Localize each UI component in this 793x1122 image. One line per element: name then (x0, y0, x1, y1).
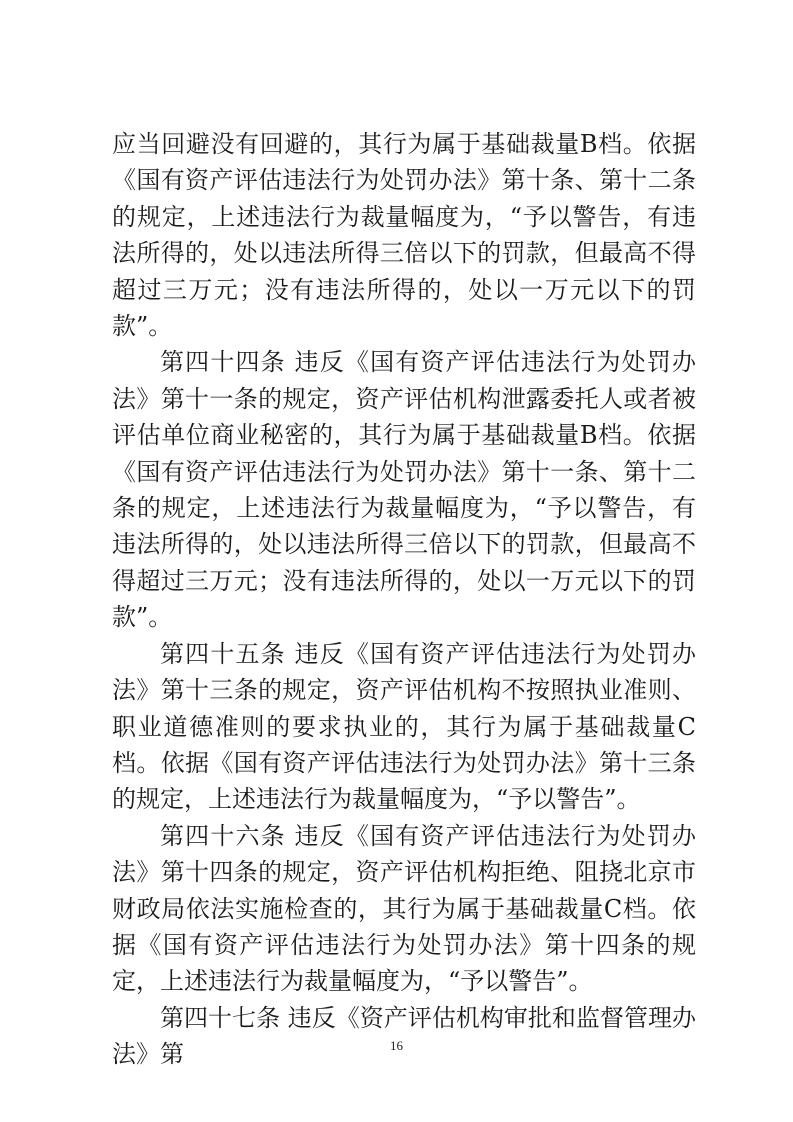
paragraph-continuation: 应当回避没有回避的，其行为属于基础裁量B档。依据《国有资产评估违法行为处罚办法》第十条、第十二条的规定，上述违法行为裁量幅度为，“予以警告，有违法所得的，处以违法所得三倍以下的罚款，但最高不得超过三万元；没有违法所得的，处以一万元以下的罚款”。 (112, 130, 696, 341)
paragraph-article-45: 第四十五条 违反《国有资产评估违法行为处罚办法》第十三条的规定，资产评估机构不按照执业准则、职业道德准则的要求执业的，其行为属于基础裁量C档。依据《国有资产评估违法行为处罚办法》第十三条的规定，上述违法行为裁量幅度为，“予以警告”。 (112, 639, 696, 814)
page-number: 16 (390, 1038, 403, 1053)
document-body (112, 126, 696, 1073)
paragraph-article-44: 第四十四条 违反《国有资产评估违法行为处罚办法》第十一条的规定，资产评估机构泄露委托人或者被评估单位商业秘密的，其行为属于基础裁量B档。依据《国有资产评估违法行为处罚办法》第十一条、第十二条的规定，上述违法行为裁量幅度为，“予以警告，有违法所得的，处以违法所得三倍以下的罚款，但最高不得超过三万元；没有违法所得的，处以一万元以下的罚款”。 (112, 348, 696, 632)
paragraph-article-47: 第四十七条 违反《资产评估机构审批和监督管理办法》第 (112, 1003, 696, 1069)
paragraph-article-46: 第四十六条 违反《国有资产评估违法行为处罚办法》第十四条的规定，资产评估机构拒绝、阻挠北京市财政局依法实施检查的，其行为属于基础裁量C档。依据《国有资产评估违法行为处罚办法》第十四条的规定，上述违法行为裁量幅度为，“予以警告”。 (112, 821, 696, 996)
